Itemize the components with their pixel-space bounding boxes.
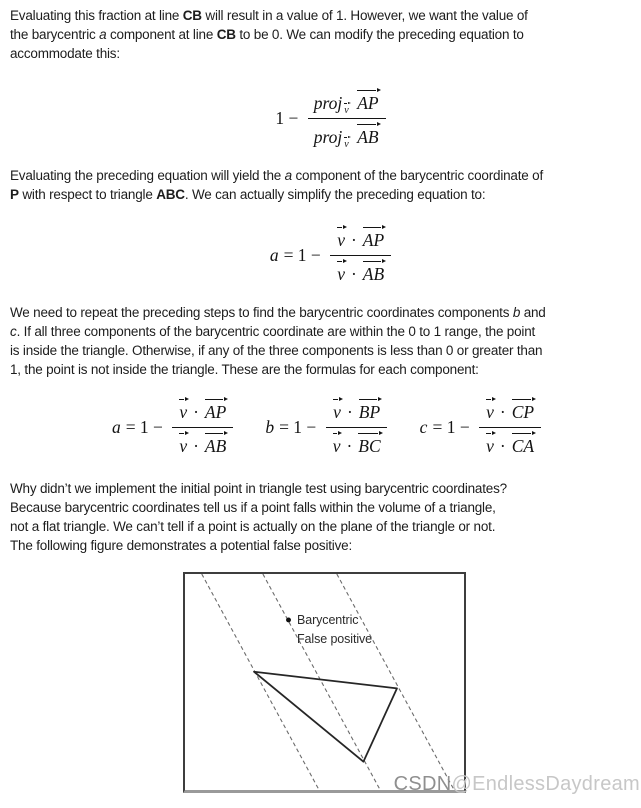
fraction-denominator (308, 119, 386, 150)
fraction-part (336, 230, 385, 250)
text-line (10, 360, 639, 379)
vector-letters: CA (511, 436, 535, 456)
text-line (10, 498, 639, 517)
plane-dashed-line (337, 574, 454, 790)
fraction-numerator (308, 86, 386, 119)
italic-variable: b (512, 305, 521, 320)
vector-ap (204, 402, 227, 423)
italic-variable: a (284, 168, 292, 183)
vector-letters: v (486, 436, 494, 456)
text-line (10, 25, 639, 44)
vector-v (485, 436, 495, 457)
text-run: accommodate this: (10, 46, 120, 61)
projection-function: proj (313, 127, 343, 147)
fraction-numerator (326, 395, 387, 428)
text-line (10, 322, 639, 341)
vector-v (332, 436, 342, 457)
vector-letters: v (179, 436, 188, 456)
vector-v (343, 139, 349, 150)
vector-v (485, 402, 495, 423)
text-run: Evaluating the preceding equation will yield the (10, 168, 285, 183)
fraction-part (336, 264, 385, 284)
vector-letters: v (333, 402, 341, 422)
text-run: is inside the triangle. Otherwise, if any of the three components is less than 0 or greater than (10, 343, 543, 358)
text-line (10, 303, 639, 322)
equation-variable: a (269, 244, 279, 265)
vector-ap (362, 230, 385, 251)
equation-variable: b (265, 416, 275, 437)
text-line (10, 536, 639, 555)
vector-v (336, 230, 346, 251)
paragraph-false-positive-intro (10, 479, 639, 555)
dot-operator: · (346, 436, 353, 456)
vector-letters: AP (204, 402, 227, 422)
fraction-part (332, 436, 382, 456)
dot-operator: · (499, 402, 506, 422)
equation-a-simplified (0, 223, 641, 287)
equation-variable: a (111, 416, 121, 437)
dot-operator: · (193, 402, 199, 422)
fraction-part (313, 127, 380, 150)
paragraph-yield-a-component (10, 166, 639, 204)
plane-dashed-line (202, 574, 319, 790)
dot-operator: · (193, 436, 199, 456)
vector-v (336, 264, 346, 285)
vector-letters: AB (362, 264, 385, 284)
vector-letters: v (179, 402, 188, 422)
vector-v (332, 402, 342, 423)
fraction-part (332, 402, 381, 422)
equation-lead: = 1 − (283, 244, 326, 265)
text-run: Evaluating this fraction at line (10, 8, 183, 23)
watermark-brand: CSDN (393, 773, 452, 795)
text-run: and (520, 305, 546, 320)
fraction-denominator (330, 256, 391, 287)
plane-dashed-line (263, 574, 380, 790)
fraction-denominator (479, 428, 541, 459)
watermark (394, 773, 640, 796)
fraction-numerator (172, 395, 233, 428)
vector-ab (356, 127, 379, 148)
vector-bc (357, 436, 381, 457)
vector-letters: v (337, 264, 345, 284)
fraction (308, 86, 386, 150)
text-run: Why didn’t we implement the initial point in triangle test using barycentric coordinates? (10, 481, 507, 496)
vector-letters: CP (511, 402, 535, 422)
bold-text: CB (182, 8, 202, 23)
fraction-part (313, 93, 380, 116)
triangle-outline (254, 672, 397, 762)
fraction-part (178, 436, 227, 456)
vector-letters: v (337, 230, 345, 250)
vector-letters: v (486, 402, 494, 422)
equation (275, 86, 385, 150)
figure-label-line2: False positive (297, 632, 373, 646)
equation (270, 223, 391, 287)
vector-v (178, 402, 188, 423)
equation (112, 395, 233, 459)
fraction (479, 395, 541, 459)
vector-v (178, 436, 188, 457)
vector-letters: v (344, 139, 349, 150)
equation-row-abc (0, 395, 641, 459)
projection-subscript (343, 105, 349, 116)
text-run: to be 0. We can modify the preceding equation to (235, 27, 524, 42)
vector-letters: AP (357, 93, 379, 113)
text-run: with respect to triangle (18, 187, 157, 202)
fraction-part (178, 402, 227, 422)
text-run: the barycentric (10, 27, 100, 42)
vector-cp (511, 402, 535, 423)
fraction-denominator (326, 428, 388, 459)
text-line (10, 6, 639, 25)
text-line (10, 479, 639, 498)
vector-letters: v (332, 436, 341, 456)
vector-bp (358, 402, 381, 423)
text-run: component of the barycentric coordinate of (291, 168, 544, 183)
text-run: will result in a value of 1. However, we want the value of (201, 8, 528, 23)
figure-svg (185, 574, 464, 790)
watermark-username: @EndlessDaydream (451, 773, 640, 795)
paragraph-repeat-steps (10, 303, 639, 379)
text-run: The following figure demonstrates a potential false positive: (10, 538, 352, 553)
equation-lead: 1 − (275, 107, 303, 128)
fraction-part (485, 402, 535, 422)
bold-text: ABC (156, 187, 185, 202)
text-line (10, 341, 639, 360)
dot-operator: · (350, 264, 357, 284)
vector-letters: v (344, 105, 349, 116)
fraction (172, 395, 233, 459)
equation (420, 395, 541, 459)
dot-operator: · (346, 402, 353, 422)
text-line (10, 166, 639, 185)
italic-variable: a (99, 27, 107, 42)
text-line (10, 44, 639, 63)
fraction-denominator (172, 428, 233, 459)
text-run: component at line (106, 27, 217, 42)
dot-operator: · (499, 436, 506, 456)
vector-letters: AB (357, 127, 379, 147)
vector-letters: BP (358, 402, 381, 422)
text-run: not a flat triangle. We can’t tell if a point is actually on the plane of the triangle or not. (10, 519, 496, 534)
dot-operator: · (350, 230, 357, 250)
text-line (10, 185, 639, 204)
projection-function: proj (313, 93, 343, 113)
text-line (10, 517, 639, 536)
italic-variable: c (10, 324, 17, 339)
text-run: . If all three components of the barycentric coordinate are within the 0 to 1 range, the point (16, 324, 536, 339)
fraction-numerator (330, 223, 391, 256)
vector-ab (204, 436, 227, 457)
text-run: Because barycentric coordinates tell us if a point falls within the volume of a triangle, (10, 500, 496, 515)
fraction-numerator (479, 395, 541, 428)
paragraph-fraction-at-line-cb (10, 6, 639, 63)
text-run: We need to repeat the preceding steps to find the barycentric coordinates components (10, 305, 513, 320)
vector-letters: AP (362, 230, 385, 250)
fraction-part (485, 436, 535, 456)
figure-label (297, 611, 372, 649)
fraction (330, 223, 391, 287)
false-positive-point (286, 617, 291, 622)
vector-ap (356, 93, 379, 114)
equation (265, 395, 387, 459)
figure-barycentric-false-positive (183, 572, 466, 793)
figure-label-line1: Barycentric (297, 613, 359, 627)
equation-one-minus-proj (0, 86, 641, 150)
equation-lead: = 1 − (279, 416, 321, 437)
text-run: . We can actually simplify the preceding equation to: (184, 187, 486, 202)
vector-v (343, 105, 349, 116)
equation-lead: = 1 − (432, 416, 475, 437)
bold-text: P (10, 187, 19, 202)
fraction (326, 395, 388, 459)
vector-letters: BC (358, 436, 381, 456)
bold-text: CB (216, 27, 236, 42)
projection-subscript (343, 139, 349, 150)
text-run: 1, the point is not inside the triangle. These are the formulas for each component: (10, 362, 479, 377)
vector-letters: AB (204, 436, 227, 456)
vector-ca (511, 436, 535, 457)
equation-lead: = 1 − (125, 416, 168, 437)
vector-ab (362, 264, 385, 285)
equation-variable: c (419, 416, 428, 437)
